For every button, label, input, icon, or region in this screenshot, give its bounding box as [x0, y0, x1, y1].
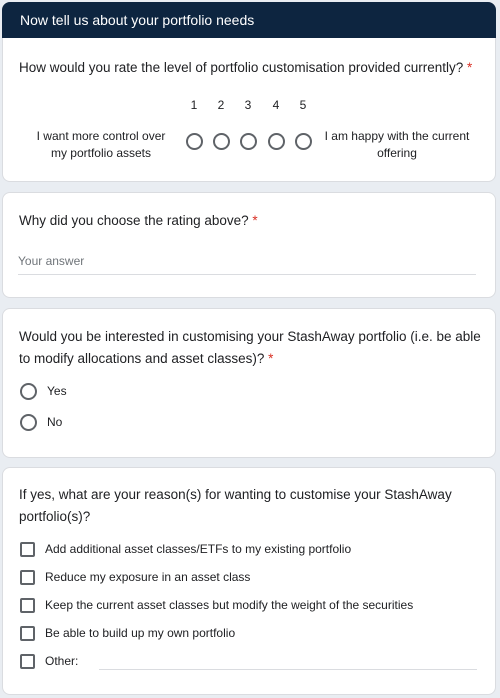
your-answer-input[interactable]	[18, 252, 476, 275]
reduce-exposure-label: Reduce my exposure in an asset class	[45, 570, 251, 584]
scale-radio-4[interactable]	[268, 133, 285, 150]
build-own-portfolio-checkbox[interactable]	[20, 626, 35, 641]
no-label: No	[47, 415, 63, 429]
scale-number-3: 3	[244, 98, 252, 112]
scale-low-label: I want more control over my portfolio assets	[36, 129, 166, 160]
scale-number-2: 2	[217, 98, 225, 112]
rating-question-label: How would you rate the level of portfolio customisation provided currently?	[19, 60, 464, 75]
rating-question-text	[19, 57, 484, 79]
build-own-portfolio-label: Be able to build up my own portfolio	[45, 626, 236, 640]
option-add-asset-classes[interactable]	[20, 539, 351, 559]
required-asterisk: *	[467, 60, 473, 75]
scale-radio-2[interactable]	[213, 133, 230, 150]
scale-number-1: 1	[190, 98, 198, 112]
reasons-question-text	[19, 484, 479, 528]
required-asterisk: *	[268, 351, 274, 366]
option-modify-weights[interactable]	[20, 595, 413, 615]
section-title: Now tell us about your portfolio needs	[20, 12, 255, 28]
scale-high-label: I am happy with the current offering	[324, 129, 470, 160]
no-radio[interactable]	[20, 414, 37, 431]
yes-radio[interactable]	[20, 383, 37, 400]
scale-radio-3[interactable]	[240, 133, 257, 150]
modify-weights-checkbox[interactable]	[20, 598, 35, 613]
add-asset-classes-label: Add additional asset classes/ETFs to my existing portfolio	[45, 542, 352, 556]
option-yes[interactable]	[20, 381, 67, 401]
scale-radio-1[interactable]	[186, 133, 203, 150]
other-checkbox[interactable]	[20, 654, 35, 669]
option-no[interactable]	[20, 412, 62, 432]
reasons-question-label: If yes, what are your reason(s) for wanting to customise your StashAway portfolio(s)?	[19, 487, 452, 524]
modify-weights-label: Keep the current asset classes but modify the weight of the securities	[45, 598, 414, 612]
option-build-own-portfolio[interactable]	[20, 623, 235, 643]
option-reduce-exposure[interactable]	[20, 567, 250, 587]
option-other[interactable]	[20, 651, 78, 671]
interest-question-label: Would you be interested in customising your StashAway portfolio (i.e. be able to modify allocations and asset classes)?	[19, 329, 481, 366]
interest-question-text	[19, 326, 484, 370]
why-rating-question-text	[19, 210, 479, 232]
other-text-field[interactable]	[99, 669, 477, 670]
add-asset-classes-checkbox[interactable]	[20, 542, 35, 557]
other-label: Other:	[45, 654, 79, 668]
scale-number-4: 4	[272, 98, 280, 112]
yes-label: Yes	[47, 384, 67, 398]
why-rating-card	[2, 192, 496, 298]
scale-radio-5[interactable]	[295, 133, 312, 150]
why-rating-question-label: Why did you choose the rating above?	[19, 213, 249, 228]
required-asterisk: *	[252, 213, 258, 228]
reduce-exposure-checkbox[interactable]	[20, 570, 35, 585]
scale-number-5: 5	[299, 98, 307, 112]
section-header	[2, 2, 496, 38]
